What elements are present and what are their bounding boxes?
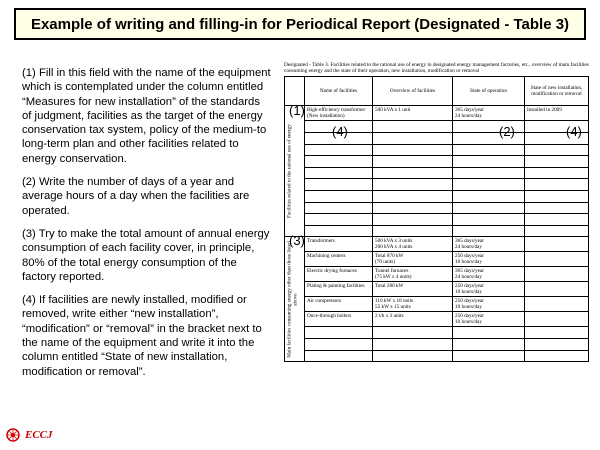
cell-overview [373, 327, 453, 339]
cell-operation: 250 days/year 10 hours/day [453, 312, 525, 327]
cell-state [525, 237, 589, 252]
table-row [285, 237, 589, 252]
cell-name: Electric drying furnaces [305, 267, 373, 282]
cell-operation [453, 144, 525, 156]
cell-name: Machining centers [305, 252, 373, 267]
cell-operation [453, 190, 525, 202]
cell-operation [453, 167, 525, 179]
cell-state [525, 350, 589, 362]
cell-operation: 250 days/year 10 hours/day [453, 282, 525, 297]
cell-operation [453, 338, 525, 350]
table-row [285, 167, 589, 179]
cell-state [525, 190, 589, 202]
table-row [285, 327, 589, 339]
cell-state [525, 338, 589, 350]
table-row [285, 350, 589, 362]
cell-overview [373, 133, 453, 145]
cell-operation [453, 327, 525, 339]
cell-name [305, 338, 373, 350]
header-state: State of new installation, modification or removal [525, 77, 589, 106]
cell-name [305, 156, 373, 168]
marker-4-name: (4) [332, 124, 348, 139]
cell-overview [373, 167, 453, 179]
cell-state [525, 297, 589, 312]
marker-2: (2) [499, 124, 515, 139]
marker-4-state: (4) [566, 124, 582, 139]
cell-operation [453, 350, 525, 362]
header-operation: State of operation [453, 77, 525, 106]
table-row [285, 225, 589, 237]
marker-3: (3) [289, 233, 305, 248]
cell-state [525, 144, 589, 156]
cell-overview [373, 338, 453, 350]
instruction-1: (1) Fill in this field with the name of the equipment which is contemplated under the column entitled “Measures for new installation” of the standards of judgment, facilities as the target of the energy conservation tax system, policy of the medium-to long-term plan and other facilities related to energy conservation. [22, 67, 271, 165]
cell-name [305, 214, 373, 226]
table-row [285, 338, 589, 350]
cell-overview [373, 121, 453, 133]
cell-state [525, 267, 589, 282]
cell-state [525, 225, 589, 237]
cell-name [305, 144, 373, 156]
table-header-row [285, 77, 589, 106]
table-row [285, 121, 589, 133]
cell-state [525, 179, 589, 191]
corner-cell [285, 77, 305, 106]
cell-overview [373, 190, 453, 202]
cell-name [305, 167, 373, 179]
cell-overview [373, 225, 453, 237]
cell-name [305, 202, 373, 214]
cell-name [305, 190, 373, 202]
cell-name [305, 225, 373, 237]
cell-overview: Total 280 kW [373, 282, 453, 297]
cell-name [305, 179, 373, 191]
section-energy-facilities [285, 106, 589, 237]
cell-overview [373, 156, 453, 168]
cell-overview: 500 kVA x 1 unit [373, 106, 453, 121]
cell-operation: 250 days/year 10 hours/day [453, 252, 525, 267]
table-row [285, 156, 589, 168]
cell-name: Transformers [305, 237, 373, 252]
cell-overview [373, 179, 453, 191]
facilities-table [284, 76, 589, 362]
slide-title: Example of writing and filling-in for Periodical Report (Designated - Table 3) [30, 15, 570, 33]
table-row [285, 297, 589, 312]
cell-state [525, 167, 589, 179]
cell-state [525, 252, 589, 267]
cell-operation: 250 days/year 10 hours/day [453, 297, 525, 312]
table-row [285, 144, 589, 156]
eccj-logo-text: ECCJ [25, 429, 53, 441]
cell-state [525, 282, 589, 297]
table-row [285, 252, 589, 267]
cell-operation [453, 156, 525, 168]
cell-operation [453, 202, 525, 214]
header-name: Name of facilities [305, 77, 373, 106]
cell-name: Air compressors [305, 297, 373, 312]
table-row [285, 214, 589, 226]
slide-title-box [14, 8, 586, 40]
eccj-logo-icon [6, 428, 20, 442]
table-row [285, 106, 589, 121]
cell-name: Plating & painting facilities [305, 282, 373, 297]
table-row [285, 179, 589, 191]
cell-state [525, 202, 589, 214]
section-energy-label: Facilities related to the rational use of energy [285, 106, 305, 237]
instructions-list [22, 66, 272, 388]
cell-name: Once-through boilers [305, 312, 373, 327]
cell-name [305, 350, 373, 362]
table-row [285, 282, 589, 297]
cell-overview: Tunnel furnaces (75 kW x 4 units) [373, 267, 453, 282]
header-overview: Overview of facilities [373, 77, 453, 106]
cell-overview [373, 214, 453, 226]
report-form [284, 62, 594, 422]
cell-overview: 2 t/h x 3 units [373, 312, 453, 327]
cell-overview: Total 870 kW (70 units) [373, 252, 453, 267]
cell-operation [453, 225, 525, 237]
cell-operation [453, 214, 525, 226]
table-row [285, 202, 589, 214]
table-row [285, 267, 589, 282]
cell-state [525, 214, 589, 226]
section-main-facilities [285, 237, 589, 362]
cell-operation: 365 days/year 24 hours/day [453, 237, 525, 252]
cell-name [305, 327, 373, 339]
cell-state [525, 312, 589, 327]
table-row [285, 133, 589, 145]
instruction-2: (2) Write the number of days of a year and average hours of a day when the facilities are operated. [22, 176, 250, 217]
cell-overview [373, 144, 453, 156]
footer-logo [6, 428, 53, 442]
cell-overview: 110 kW x 10 units 55 kW x 15 units [373, 297, 453, 312]
instruction-3: (3) Try to make the total amount of annual energy consumption of each facility cover, in principle, 80% of the total energy consumption of the factory reported. [22, 227, 270, 283]
cell-state [525, 327, 589, 339]
cell-state [525, 156, 589, 168]
marker-1: (1) [289, 103, 305, 118]
table-row [285, 190, 589, 202]
instruction-4: (4) If facilities are newly installed, modified or removed, write either “new installation”, “modification” or “removal” in the bracket next to the name of the equipment and write it into the column entitled “State of new installation, modification or removal”. [22, 294, 262, 378]
table-row [285, 312, 589, 327]
form-caption: Designated - Table 3. Facilities related to the rational use of energy in designated energy management factories, etc., overview of main facilities consuming energy and the state of their operation, new installation, modification or removal [284, 62, 589, 75]
cell-operation [453, 179, 525, 191]
cell-operation: 365 days/year 24 hours/day [453, 106, 525, 121]
cell-operation: 365 days/year 24 hours/day [453, 267, 525, 282]
section-main-label: Main facilities consuming energy other than those listed above [285, 237, 305, 362]
cell-state: Installed in 2009 [525, 106, 589, 121]
cell-overview: 500 kVA x 3 units 200 kVA x 4 units [373, 237, 453, 252]
cell-name: High-efficiency transformer (New installation) [305, 106, 373, 121]
cell-overview [373, 350, 453, 362]
cell-overview [373, 202, 453, 214]
